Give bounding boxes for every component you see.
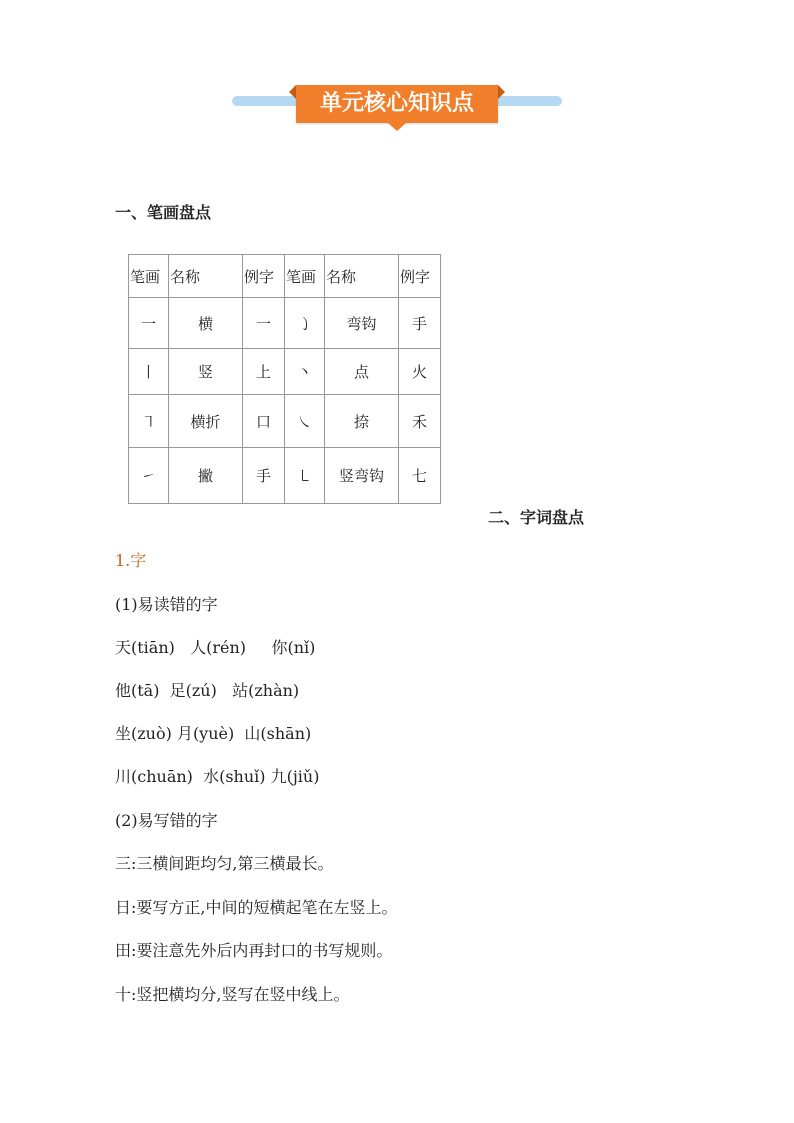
- pinyin-line: 川(chuān) 水(shuǐ) 九(jiǔ): [115, 767, 320, 786]
- table-cell: 横折: [169, 395, 243, 448]
- banner-ear-right: [498, 85, 505, 99]
- table-row: [129, 448, 441, 504]
- table-cell: 手: [399, 298, 441, 349]
- table-cell: ㇕: [129, 395, 169, 448]
- table-row: [129, 298, 441, 349]
- table-header-cell: 例字: [243, 255, 285, 298]
- subheading-miswritten: (2)易写错的字: [115, 811, 218, 830]
- table-cell: 竖弯钩: [325, 448, 399, 504]
- subheading-misread: (1)易读错的字: [115, 595, 218, 614]
- table-cell: 口: [243, 395, 285, 448]
- subheading-characters: 1.字: [115, 551, 147, 570]
- table-cell: 弯钩: [325, 298, 399, 349]
- table-cell: ㇁: [285, 298, 325, 349]
- section-heading-words: 二、字词盘点: [488, 508, 585, 527]
- table-cell: 一: [129, 298, 169, 349]
- table-cell: ㇀: [129, 448, 169, 504]
- pinyin-line: 天(tiān) 人(rén) 你(nǐ): [115, 638, 316, 657]
- table-cell: 七: [399, 448, 441, 504]
- writing-tip: 日:要写方正,中间的短横起笔在左竖上。: [115, 898, 398, 917]
- table-header-row: [129, 255, 441, 298]
- writing-tip: 田:要注意先外后内再封口的书写规则。: [115, 941, 393, 960]
- table-cell: 竖: [169, 349, 243, 395]
- strokes-table: [128, 254, 441, 504]
- table-header-cell: 名称: [325, 255, 399, 298]
- writing-tip: 三:三横间距均匀,第三横最长。: [115, 854, 334, 873]
- table-cell: 横: [169, 298, 243, 349]
- banner-notch: [388, 123, 406, 131]
- table-cell: 点: [325, 349, 399, 395]
- table-cell: 撇: [169, 448, 243, 504]
- table-cell: 上: [243, 349, 285, 395]
- table-cell: 手: [243, 448, 285, 504]
- table-cell: 火: [399, 349, 441, 395]
- table-header-cell: 名称: [169, 255, 243, 298]
- pinyin-line: 他(tā) 足(zú) 站(zhàn): [115, 681, 300, 700]
- table-cell: 丨: [129, 349, 169, 395]
- banner-title: 单元核心知识点: [296, 85, 498, 123]
- banner-ear-left: [289, 85, 296, 99]
- table-cell: ㇏: [285, 395, 325, 448]
- section-banner: [232, 82, 562, 132]
- table-row: [129, 349, 441, 395]
- table-cell: 捺: [325, 395, 399, 448]
- table-header-cell: 笔画: [285, 255, 325, 298]
- writing-tip: 十:竖把横均分,竖写在竖中线上。: [115, 985, 350, 1004]
- section-heading-strokes: 一、笔画盘点: [115, 203, 212, 222]
- table-cell: 丶: [285, 349, 325, 395]
- pinyin-line: 坐(zuò) 月(yuè) 山(shān): [115, 724, 312, 743]
- table-cell: 一: [243, 298, 285, 349]
- table-row: [129, 395, 441, 448]
- table-cell: 禾: [399, 395, 441, 448]
- table-cell: ㇄: [285, 448, 325, 504]
- table-header-cell: 例字: [399, 255, 441, 298]
- table-header-cell: 笔画: [129, 255, 169, 298]
